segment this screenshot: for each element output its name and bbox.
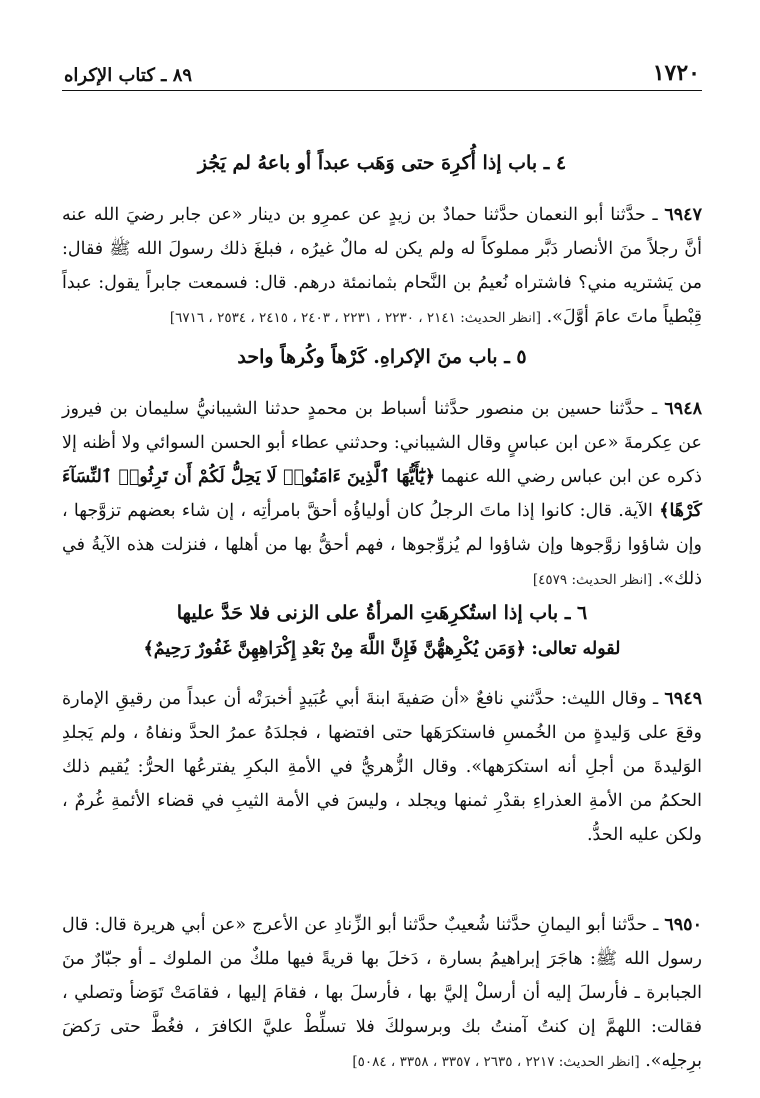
hadith-text: ـ حدَّثنا أبو النعمان حدَّثنا حمادٌ بن زيدٍ عن عمرِو بن دينار «عن جابر رضيَ الله عنه أنَّ رجلاً منَ الأنصار دَبَّر مملوكاً له ولم يكن له مالٌ غيرُه ، فبلغَ ذلك رسولَ الله ﷺ فقال: من يَشتريه مني؟ فاشتراه نُعيمُ بن النَّحام بثمانمئة درهم. قال: فسمعت جابراً يقول: عبداً قِبْطياً ماتَ عامَ أوَّلَ». bbox=[62, 205, 702, 327]
hadith-number: ٦٩٥٠ bbox=[664, 915, 702, 935]
hadith-number: ٦٩٤٩ bbox=[664, 689, 702, 709]
book-page bbox=[62, 56, 702, 1071]
hadith-6950 bbox=[62, 908, 702, 1079]
cross-reference: [انظر الحديث: ٢٢١٧ ، ٢٦٣٥ ، ٣٣٥٧ ، ٣٣٥٨ ، ٥٠٨٤] bbox=[352, 1054, 640, 1070]
verse-lead: لقوله تعالى: bbox=[531, 639, 621, 659]
hadith-text: ـ حدَّثنا حسين بن منصور حدَّثنا أسباط بن محمدٍ حدثنا الشيبانيُّ سليمان بن فيروز عن عِكرمةَ «عن ابن عباسٍ وقال الشيباني: وحدثني عطاء أبو الحسن السوائي ولا أظنه إلا ذكره عن ابن عباس رضي الله عنهما bbox=[62, 399, 702, 487]
page-header bbox=[62, 56, 702, 91]
hadith-number: ٦٩٤٨ bbox=[664, 399, 702, 419]
section-6-verse-line bbox=[62, 632, 702, 666]
quran-verse: ﴿وَمَن يُكْرِههُّنَّ فَإِنَّ اللَّهَ مِنْ بَعْدِ إِكْرَاهِهِنَّ غَفُورٌ رَحِيمٌ﴾ bbox=[143, 639, 526, 659]
section-4-title: ٤ ـ باب إذا أُكرِهَ حتى وَهَب عبداً أو باعهُ لم يَجُز bbox=[197, 152, 567, 174]
hadith-6948 bbox=[62, 392, 702, 597]
section-6-title: ٦ ـ باب إذا استُكرِهَتِ المرأةُ على الزنى فلا حَدَّ عليها bbox=[176, 602, 588, 624]
page-number: ١٧٢٠ bbox=[652, 60, 700, 86]
hadith-6949 bbox=[62, 682, 702, 852]
section-5-title: ٥ ـ باب منَ الإكراهِ. كَرْهاً وكُرهاً واحد bbox=[237, 346, 527, 368]
quran-verse: ﴿يَٰٓأَيُّهَا ٱلَّذِينَ ءَامَنُوا۟ لَا يَحِلُّ لَكُمْ أَن تَرِثُوا۟ ٱلنِّسَآءَ كَرْهًا﴾ bbox=[62, 467, 702, 521]
cross-reference: [انظر الحديث: ٤٥٧٩] bbox=[532, 572, 653, 588]
hadith-number: ٦٩٤٧ bbox=[664, 205, 702, 225]
running-title: ٨٩ ـ كتاب الإكراه bbox=[64, 65, 193, 86]
hadith-text-continued: الآية. قال: كانوا إذا ماتَ الرجلُ كان أولياؤُه أحقَّ بامرأتِه ، إن شاء بعضهم تزوَّجها ، وإن شاؤوا زوَّجوها وإن شاؤوا لم يُزوِّجوها ، فهم أحقُّ بها من أهلها ، فنزلت هذه الآيةُ في ذلك». bbox=[62, 501, 702, 589]
hadith-text: ـ وقال الليث: حدَّثني نافعٌ «أن صَفيةَ ابنةَ أبي عُبَيدٍ أخبرَتْه أن عبداً من رقيقِ الإمارة وقعَ على وَليدةٍ من الخُمسِ فاستكرَهَها حتى افتضها ، فجلدَهُ عمرُ الحدَّ ونفاهُ ، ولم يَجلدِ الوَليدةَ من أجلِ أنه استكرَهها». وقال الزُّهريُّ في الأمةِ البكرِ يفترعُها الحرُّ: يُقيم ذلك الحكمُ من الأمةِ العذراءِ بقدْرِ ثمنها ويجلد ، وليسَ في الأمة الثيبِ في قضاء الأئمةِ غُرمٌ ، ولكن عليه الحدُّ. bbox=[62, 689, 702, 845]
hadith-text: ـ حدَّثنا أبو اليمانِ حدَّثنا شُعيبٌ حدَّثنا أبو الزِّنادِ عن الأعرج «عن أبي هريرة قال: قال رسول الله ﷺ: هاجَرَ إبراهيمُ بسارة ، دَخلَ بها قريةً فيها ملكٌ من الملوك ـ أو جبّارٌ منَ الجبابرة ـ فأرسلَ إليه أن أرسلْ إليَّ بها ، فأرسلَ بها ، فقامَ إليها ، فقامَتْ تَوَضأ وتصلي ، فقالت: اللهمَّ إن كنتُ آمنتُ بك وبرسولكَ فلا تسلِّطْ عليَّ الكافرَ ، فغُطَّ حتى رَكضَ برِجلِه». bbox=[62, 915, 702, 1071]
cross-reference: [انظر الحديث: ٢١٤١ ، ٢٢٣٠ ، ٢٢٣١ ، ٢٤٠٣ ، ٢٤١٥ ، ٢٥٣٤ ، ٦٧١٦] bbox=[169, 310, 542, 326]
hadith-6947 bbox=[62, 198, 702, 335]
